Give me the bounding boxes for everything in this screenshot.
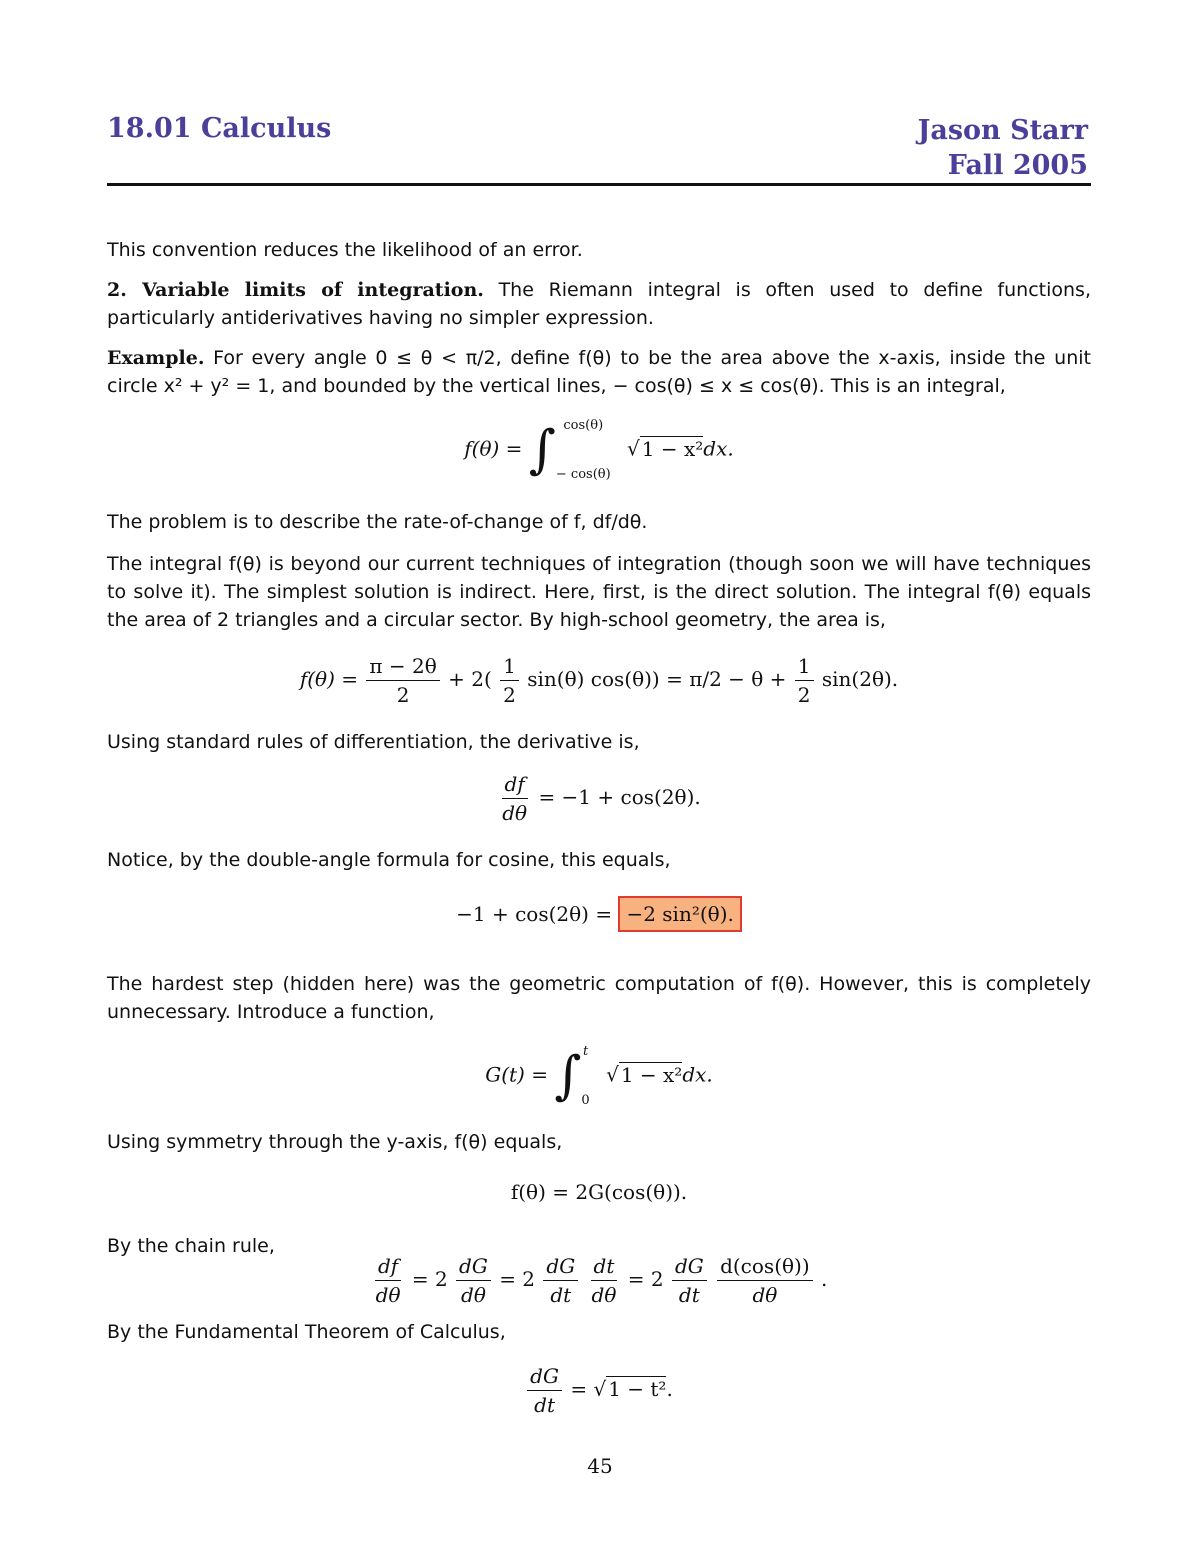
section-heading: 2. Variable limits of integration. bbox=[107, 279, 484, 301]
paragraph-chain-rule: By the chain rule, bbox=[107, 1235, 275, 1257]
eq7-den5: dt bbox=[678, 1283, 700, 1307]
paragraph-hardest-step: The hardest step (hidden here) was the geometric computation of f(θ). However, this is completely unnecessary. Introduce a function, bbox=[107, 973, 1091, 1023]
paragraph-direct-solution: The integral f(θ) is beyond our current techniques of integration (though soon we will have techniques to solve it). The simplest solution is indirect. Here, first, is the direct solution. The integral f(θ) equals the area of 2 triangles and a circular sector. By high-school geometry, the area is, bbox=[107, 553, 1091, 631]
paragraph-differentiation: Using standard rules of differentiation, the derivative is, bbox=[107, 731, 640, 753]
eq1-integrand: 1 − x² bbox=[641, 436, 704, 461]
eq7-sep3: = 2 bbox=[627, 1267, 664, 1291]
eq1-tail: dx. bbox=[703, 436, 734, 461]
eq1-integral bbox=[529, 418, 621, 482]
eq7-frac6 bbox=[717, 1254, 813, 1307]
equation-chain-rule bbox=[107, 1254, 1091, 1307]
eq2-frac3 bbox=[795, 654, 814, 707]
eq5-integrand: 1 − x² bbox=[620, 1062, 683, 1087]
eq3-frac bbox=[499, 772, 530, 825]
eq7-frac2 bbox=[456, 1254, 491, 1307]
sqrt-symbol: √ bbox=[627, 436, 640, 461]
eq8-radicand: 1 − t² bbox=[608, 1377, 667, 1401]
eq7-frac3 bbox=[543, 1254, 578, 1307]
eq7-den1: dθ bbox=[375, 1283, 401, 1307]
eq2-mid2: sin(θ) cos(θ)) = π/2 − θ + bbox=[527, 667, 793, 691]
equation-dG-dt bbox=[107, 1364, 1091, 1417]
eq1-upper-limit: cos(θ) bbox=[563, 418, 604, 433]
paragraph-convention: This convention reduces the likelihood of an error. bbox=[107, 239, 583, 261]
eq3-rhs: = −1 + cos(2θ). bbox=[538, 785, 701, 809]
eq2-num3: 1 bbox=[795, 654, 814, 681]
header-author-block bbox=[918, 113, 1088, 183]
eq8-tail: . bbox=[666, 1377, 673, 1401]
eq2-lhs: f(θ) = bbox=[299, 667, 365, 691]
course-title: 18.01 Calculus bbox=[107, 113, 332, 144]
eq1-lhs: f(θ) = bbox=[464, 436, 529, 461]
equation-f-integral bbox=[107, 418, 1091, 482]
example-heading: Example. bbox=[107, 347, 205, 369]
eq5-tail: dx. bbox=[682, 1062, 713, 1087]
eq7-den2: dθ bbox=[461, 1283, 486, 1307]
eq3-num: df bbox=[502, 772, 528, 799]
term: Fall 2005 bbox=[947, 150, 1088, 181]
eq5-upper-limit: t bbox=[582, 1044, 589, 1059]
eq7-sep2: = 2 bbox=[499, 1267, 536, 1291]
eq2-mid1: + 2( bbox=[448, 667, 492, 691]
equation-double-angle bbox=[107, 896, 1091, 932]
integral-sign: ∫ bbox=[528, 420, 556, 480]
equation-G bbox=[107, 1044, 1091, 1108]
eq2-den1: 2 bbox=[396, 683, 410, 707]
equation-f-G: f(θ) = 2G(cos(θ)). bbox=[510, 1180, 688, 1204]
eq7-den3: dt bbox=[550, 1283, 572, 1307]
eq8-num: dG bbox=[527, 1364, 562, 1391]
sqrt-symbol: √ bbox=[606, 1062, 619, 1087]
eq7-sep1: = 2 bbox=[411, 1267, 448, 1291]
eq2-num1: π − 2θ bbox=[366, 654, 439, 681]
eq2-frac2 bbox=[500, 654, 519, 707]
paragraph-variable-limits bbox=[107, 276, 1091, 332]
eq2-tail: sin(2θ). bbox=[821, 667, 899, 691]
eq2-frac1 bbox=[366, 654, 439, 707]
eq1-lower-limit: − cos(θ) bbox=[555, 467, 611, 482]
highlighted-result: −2 sin²(θ). bbox=[618, 896, 741, 932]
eq7-num5: dG bbox=[672, 1254, 707, 1281]
eq7-frac4 bbox=[589, 1254, 620, 1307]
eq7-num6: d(cos(θ)) bbox=[717, 1254, 813, 1281]
eq2-num2: 1 bbox=[500, 654, 519, 681]
paragraph-ftc: By the Fundamental Theorem of Calculus, bbox=[107, 1321, 506, 1343]
integral-sign: ∫ bbox=[554, 1046, 582, 1106]
eq7-frac5 bbox=[672, 1254, 707, 1307]
sqrt-symbol: √ bbox=[593, 1377, 607, 1401]
eq2-den2: 2 bbox=[503, 683, 516, 707]
paragraph-example bbox=[107, 344, 1091, 400]
paragraph-double-angle: Notice, by the double-angle formula for cosine, this equals, bbox=[107, 849, 671, 871]
paragraph-symmetry: Using symmetry through the y-axis, f(θ) equals, bbox=[107, 1131, 563, 1153]
eq7-den6: dθ bbox=[752, 1283, 778, 1307]
eq5-integral bbox=[554, 1044, 599, 1108]
equation-area bbox=[107, 654, 1091, 707]
eq2-den3: 2 bbox=[797, 683, 811, 707]
author-name: Jason Starr bbox=[917, 115, 1088, 146]
eq7-num1: df bbox=[375, 1254, 401, 1281]
eq5-lhs: G(t) = bbox=[485, 1062, 555, 1087]
eq7-frac1 bbox=[373, 1254, 404, 1307]
eq4-lhs: −1 + cos(2θ) = bbox=[456, 902, 619, 926]
eq5-lower-limit: 0 bbox=[581, 1093, 590, 1108]
header-rule bbox=[107, 183, 1091, 186]
eq7-num2: dG bbox=[456, 1254, 491, 1281]
eq3-den: dθ bbox=[502, 801, 528, 825]
eq7-den4: dθ bbox=[591, 1283, 617, 1307]
section-text: The Riemann integral is often used to define functions, particularly antiderivatives having no simpler expression. bbox=[107, 279, 1091, 329]
eq8-frac bbox=[527, 1364, 562, 1417]
page-number: 45 bbox=[587, 1454, 613, 1478]
example-text: For every angle 0 ≤ θ < π/2, define f(θ) to be the area above the x-axis, inside the unit circle x² + y² = 1, and bounded by the vertical lines, − cos(θ) ≤ x ≤ cos(θ). This is an integral, bbox=[107, 347, 1091, 397]
eq8-den: dt bbox=[534, 1393, 555, 1417]
eq7-num3: dG bbox=[543, 1254, 578, 1281]
paragraph-problem: The problem is to describe the rate-of-change of f, df/dθ. bbox=[107, 511, 648, 533]
eq1-limits bbox=[556, 418, 611, 482]
eq8-equals: = bbox=[570, 1377, 594, 1401]
eq7-tail: . bbox=[821, 1267, 828, 1291]
equation-derivative bbox=[107, 772, 1091, 825]
eq7-num4: dt bbox=[591, 1254, 618, 1281]
eq5-limits bbox=[581, 1044, 589, 1108]
